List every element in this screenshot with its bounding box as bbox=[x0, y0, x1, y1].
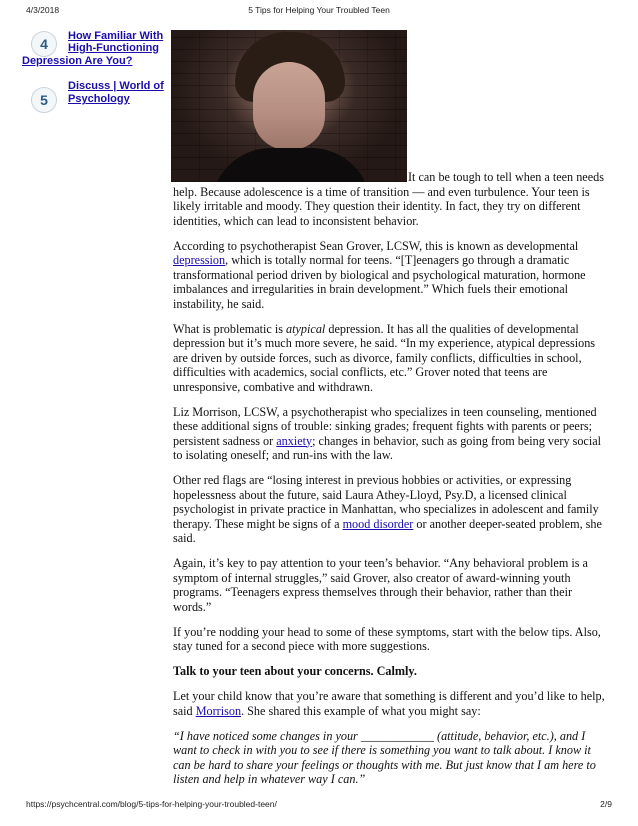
paragraph-behavior: Again, it’s key to pay attention to your teen’s behavior. “Any behavioral problem is a symptom of internal struggles,” said Grover, also creator of award-winning youth programs. “Teenagers express themselves through their behavior, rather than their words.” bbox=[173, 556, 588, 614]
paragraph-signs-text-b: ; changes in behavior, such as going from being very social to isolating oneself; and run-ins with the law. bbox=[173, 433, 602, 462]
paragraph-morrison bbox=[173, 689, 608, 718]
section-heading-text: Talk to your teen about your concerns. Calmly. bbox=[173, 664, 417, 678]
paragraph-intro-text: It can be tough to tell when a teen needs help. Because adolescence is a time of transition — and even turbulence. Your teen is likely irritable and moody. They question their identity. In fact, they try on different identities, which can lead to inconsistent behavior. bbox=[173, 170, 604, 228]
print-date: 4/3/2018 bbox=[26, 5, 60, 15]
paragraph-red-flags-text-a: Other red flags are “losing interest in previous hobbies or activities, or expressing hopelessness about the future, said Laura Athey-Lloyd, Psy.D, a licensed clinical psychologist in private practice in Manhattan, who specializes in adolescent and family therapy. These might be signs of a bbox=[173, 473, 599, 531]
mood-disorder-link[interactable]: mood disorder bbox=[342, 516, 414, 531]
photo-face bbox=[253, 62, 325, 150]
print-title: 5 Tips for Helping Your Troubled Teen bbox=[248, 5, 390, 15]
article-photo bbox=[171, 30, 407, 182]
section-heading bbox=[173, 664, 608, 679]
paragraph-atypical-text-a: What is problematic is bbox=[173, 321, 287, 336]
related-link-4-line2[interactable]: High-Functioning bbox=[68, 42, 160, 54]
depression-link[interactable]: depression bbox=[173, 253, 226, 267]
paragraph-red-flags bbox=[173, 473, 608, 546]
atypical-emphasis: atypical bbox=[286, 321, 326, 336]
paragraph-red-flags-text-b: or another deeper-seated problem, she said. bbox=[173, 516, 602, 545]
anxiety-link[interactable]: anxiety bbox=[276, 433, 313, 448]
paragraph-developmental-text-b: , which is totally normal for teens. “[T]eenagers go through a dramatic transformational period driven by biological and psychological maturation, hormone imbalances and irregularities in brain development.” Which fuels their emotional instability, he said. bbox=[173, 253, 586, 311]
print-url: https://psychcentral.com/blog/5-tips-for-helping-your-troubled-teen/ bbox=[26, 799, 277, 809]
related-link-4-line3[interactable]: Depression Are You? bbox=[22, 55, 133, 67]
related-item-5[interactable] bbox=[28, 80, 178, 112]
related-link-5-line2[interactable]: Psychology bbox=[68, 93, 130, 105]
paragraph-morrison-text-a: Let your child know that you’re aware that something is different and you’d like to help, said bbox=[173, 689, 605, 718]
paragraph-next: If you’re nodding your head to some of these symptoms, start with the below tips. Also, stay tuned for a second piece with more suggestions. bbox=[173, 624, 601, 653]
related-item-4[interactable] bbox=[22, 30, 178, 70]
paragraph-developmental bbox=[173, 239, 608, 312]
paragraph-morrison-text-b: . She shared this example of what you might say: bbox=[241, 703, 481, 718]
print-page-number: 2/9 bbox=[600, 799, 612, 809]
related-link-4-line1[interactable]: How Familiar With bbox=[68, 30, 164, 42]
related-number-5: 5 bbox=[31, 87, 57, 113]
paragraph-signs-text-a: Liz Morrison, LCSW, a psychotherapist who specializes in teen counseling, mentioned these additional signs of trouble: sinking grades; frequent fights with parents or peers; persistent sadness or bbox=[173, 404, 597, 448]
paragraph-atypical bbox=[173, 322, 608, 395]
paragraph-developmental-text-a: According to psychotherapist Sean Grover, LCSW, this is known as developmental bbox=[173, 238, 579, 253]
paragraph-atypical-text-b: depression. It has all the qualities of developmental depression but it’s much more severe, he said. “In my experience, atypical depressions are driven by outside forces, such as divorce, family conflicts, difficulties in school, difficulties with academics, social conflicts, etc.” Grover noted that teens are unresponsive, combative and withdrawn. bbox=[173, 321, 596, 394]
related-link-5-line1[interactable]: Discuss | World of bbox=[68, 80, 164, 92]
related-number-4: 4 bbox=[31, 31, 57, 57]
example-quote: “I have noticed some changes in your ____________ (attitude, behavior, etc.), and I want to check in with you to see if there is something you want to talk about. I know it can be hard to share your feelings or thoughts with me. But just know that I am here to listen and help in whatever way I can.” bbox=[173, 728, 596, 786]
article-body bbox=[173, 170, 608, 797]
paragraph-signs bbox=[173, 405, 608, 463]
morrison-link[interactable]: Morrison bbox=[195, 703, 242, 718]
paragraph-intro bbox=[173, 170, 608, 228]
